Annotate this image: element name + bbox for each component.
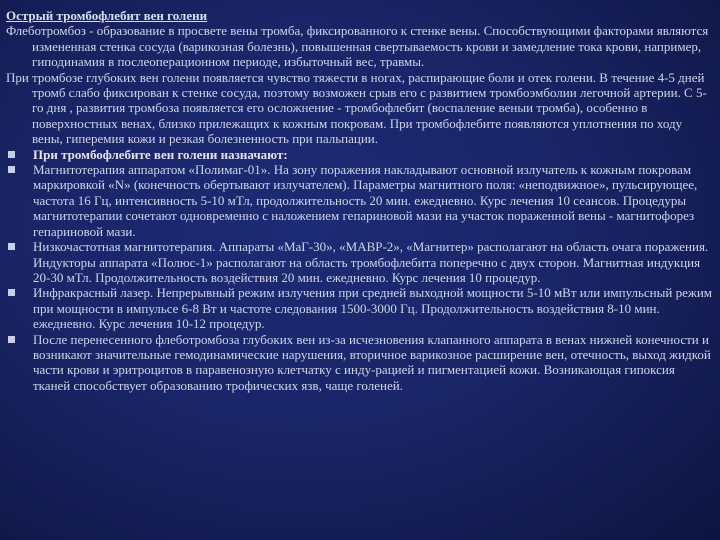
square-bullet-icon: [8, 336, 15, 343]
square-bullet-icon: [8, 243, 15, 250]
paragraph-phlebothrombosis: Флеботромбоз - образование в просвете вены тромба, фиксированного к стенке вены. Способствующими факторами являются измененная стенка сосуда (варикозная болезнь), повышенная свертываемость крови и замедление тока крови, например, гиподинамия в послеоперационном периоде, избыточный вес, травмы.: [6, 23, 709, 70]
square-bullet-icon: [8, 151, 15, 158]
list-item-text: При тромбофлебите вен голени назначают:: [33, 146, 288, 162]
square-bullet-icon: [8, 289, 15, 296]
paragraph-deep-vein-thrombosis: При тромбозе глубоких вен голени появляется чувство тяжести в ногах, распирающие боли и отек голени. В течение 4-5 дней тромб слабо фиксирован к стенке сосуда, поэтому возможен срыв его с развитием тромбоэмболии легочной артерии. С 5-го дня , развития тромбоза появляется его осложнение - тромбофлебит (воспаление веныи тромба), особенно в поверхностных венах, близко прилежащих к кожным покровам. При тромбофлебите появляются уплотнения по ходу вены, гиперемия кожи и резкая болезненность при пальпации.: [6, 69, 707, 147]
list-item: [6, 285, 712, 331]
list-item: [6, 239, 712, 285]
list-item-text: Низкочастотная магнитотерапия. Аппараты «МаГ-30», «МАВР-2», «Магнитер» располагают на область очага поражения. Индукторы аппарата «Полюс-1» располагают на область тромбофлебита поперечно с двух сторон. Магнитная индукция 20-30 мТл. Продолжительность воздействия 20 мин. ежедневно. Курс лечения 10 процедур.: [33, 239, 709, 285]
list-item: [6, 332, 712, 394]
slide-title: Острый тромбофлебит вен голени: [6, 8, 208, 23]
list-item: [6, 147, 712, 162]
list-item: [6, 162, 712, 239]
list-item-text: Магнитотерапия аппаратом «Полимаг-01». На зону поражения накладывают основной излучатель к кожным покровам маркировкой «N» (конечность обертывают излучателем). Параметры магнитного поля: «неподвижное», пульсирующее, частота 16 Гц, интенсивность 5-10 мТл, продолжительность 20 мин. ежедневно. Курс лечения 10 сеансов. Процедуры магнитотерапии сочетают одновременно с наложением гепариновой мази на участок пораженной вены - магнитофорез гепариновой мази.: [33, 162, 698, 239]
list-item-text: Инфракрасный лазер. Непрерывный режим излучения при средней выходной мощности 5-10 мВт или импульсный режим при мощности в импульсе 6-8 Вт и частоте следования 1500-3000 Гц. Продолжительность воздействия 8-10 мин. ежедневно. Курс лечения 10-12 процедур.: [33, 285, 713, 332]
square-bullet-icon: [8, 166, 15, 173]
treatment-list: [6, 147, 712, 394]
list-item-text: После перенесенного флеботромбоза глубоких вен из-за исчезновения клапанного аппарата в венах нижней конечности и возникают значительные гемодинамические нарушения, вторичное варикозное расширение вен, отечность, выход жидкой части крови и эритроцитов в паравенозную клетчатку с инду-рацией и пигментацией кожи. Возникающая гипоксия тканей способствует образованию трофических язв, чаще голеней.: [33, 331, 711, 393]
